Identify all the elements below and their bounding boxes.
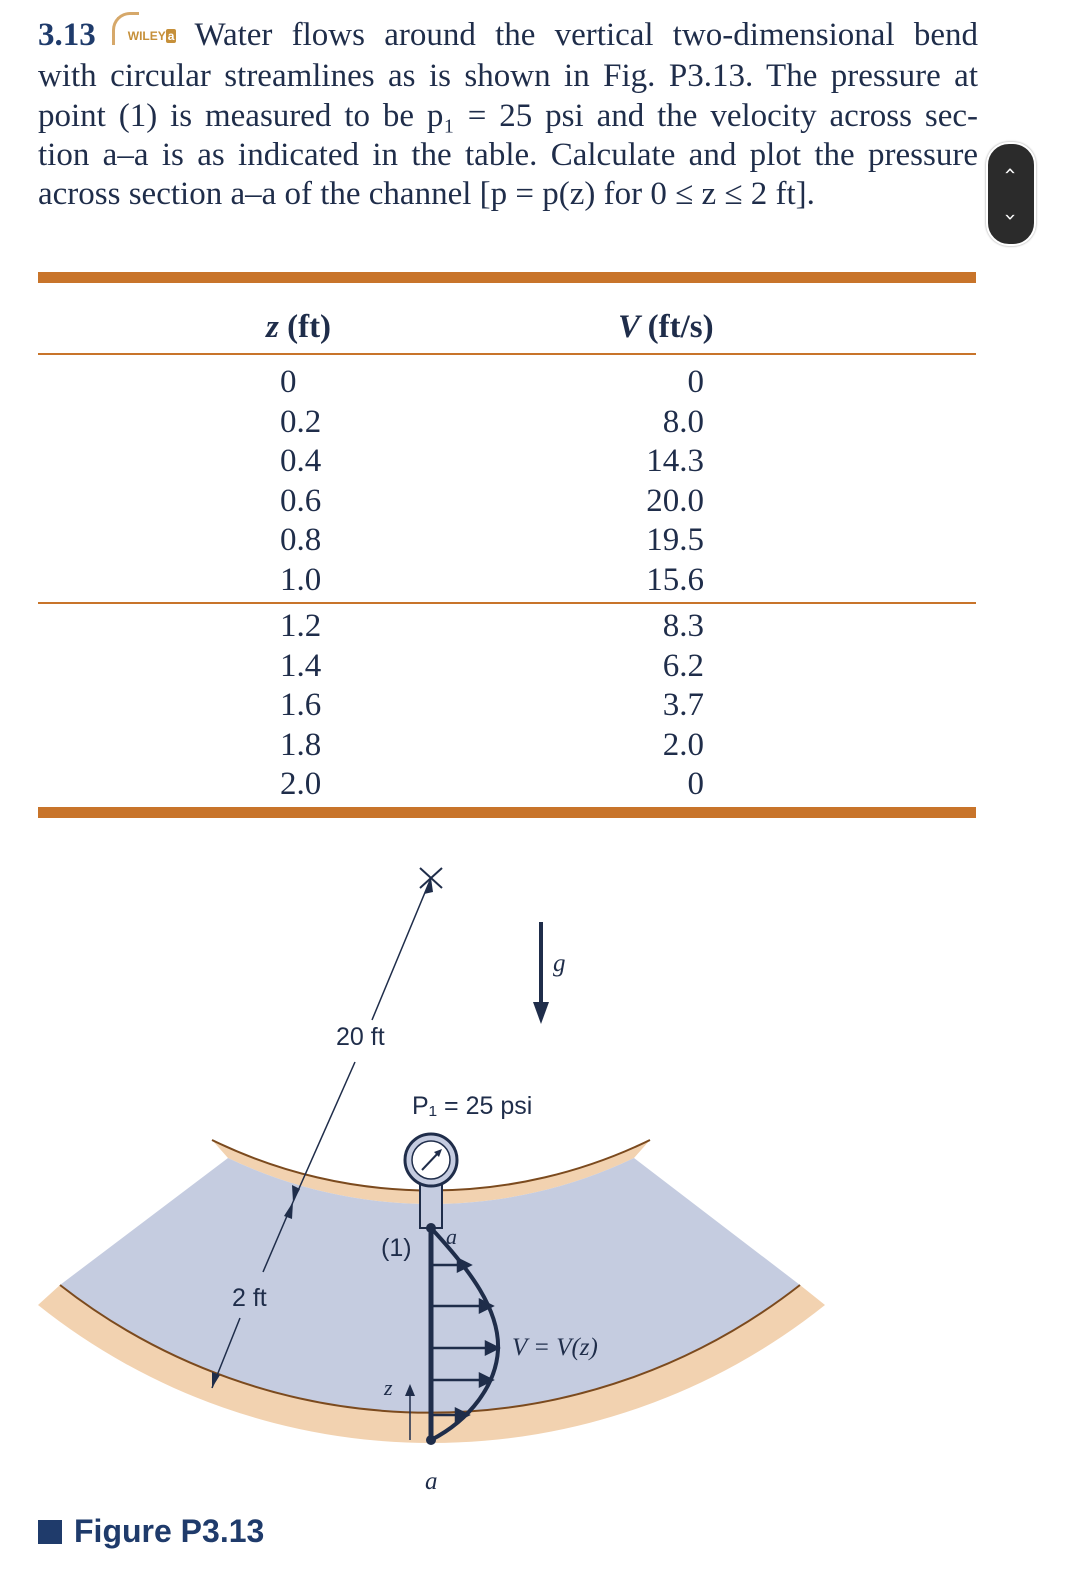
caption-square-icon	[38, 1520, 62, 1544]
cell-v: 2.0	[662, 726, 704, 763]
table-group-2	[38, 604, 976, 807]
table-group-1	[38, 355, 976, 602]
table-row	[38, 443, 976, 483]
table-row	[38, 364, 976, 404]
cell-z: 0.4	[280, 443, 322, 479]
table-row	[38, 483, 976, 523]
table-header	[38, 283, 976, 353]
radius-line-upper	[372, 878, 431, 1020]
cell-z: 1.8	[280, 726, 322, 763]
cell-z: 0	[280, 364, 297, 400]
cell-v: 19.5	[646, 522, 704, 558]
problem-line-2: with circular streamlines as is shown in Fig. P3.13. The pressure at	[38, 58, 978, 95]
table-row	[38, 648, 976, 688]
gravity-label: g	[553, 950, 566, 977]
table-row	[38, 522, 976, 562]
cell-z: 0.8	[280, 522, 322, 558]
pressure-label: P₁ = 25 psi	[412, 1092, 533, 1120]
width-label: 2 ft	[232, 1284, 267, 1312]
cell-z: 1.6	[280, 687, 322, 723]
radius-label: 20 ft	[336, 1023, 385, 1051]
table-row	[38, 727, 976, 767]
z-label: z	[384, 1375, 393, 1400]
point-1-label: (1)	[381, 1234, 412, 1262]
cell-v: 0	[687, 766, 704, 802]
chevron-up-icon[interactable]: ‹	[999, 167, 1023, 175]
cell-v: 0	[687, 364, 704, 400]
table-bottom-rule	[38, 807, 976, 818]
problem-line-3: point (1) is measured to be p₁ = 25 psi and the velocity across sec-	[38, 97, 978, 134]
cell-z: 2.0	[280, 766, 322, 802]
cell-z: 1.2	[280, 608, 322, 644]
data-table	[38, 272, 976, 818]
problem-number: 3.13	[38, 17, 96, 53]
figure-caption: Figure P3.13	[38, 1513, 264, 1550]
problem-line-5: across section a–a of the channel [p = p(z) for 0 ≤ z ≤ 2 ft].	[38, 176, 815, 213]
chevron-down-icon[interactable]: ›	[999, 213, 1023, 221]
table-top-rule	[38, 272, 976, 283]
figure-p3-13	[0, 840, 1080, 1587]
cell-z: 1.0	[280, 561, 322, 598]
table-row	[38, 766, 976, 806]
table-row	[38, 562, 976, 602]
cell-v: 15.6	[646, 561, 704, 598]
table-row	[38, 687, 976, 727]
cell-v: 3.7	[662, 687, 704, 723]
cell-v: 20.0	[646, 482, 704, 519]
velocity-label: V = V(z)	[512, 1334, 598, 1361]
section-top-label: a	[446, 1224, 457, 1249]
cell-v: 14.3	[646, 443, 704, 479]
cell-v: 6.2	[662, 647, 704, 684]
page-nav-control	[986, 142, 1036, 246]
cell-z: 0.6	[280, 482, 322, 519]
table-row	[38, 404, 976, 444]
section-bottom-label: a	[425, 1468, 438, 1495]
cell-v: 8.0	[662, 403, 704, 440]
problem-line-1: 3.13 WILEY a Water flows around the vertical two-dimensional bend	[38, 16, 978, 57]
wiley-badge-icon: WILEY a	[110, 16, 185, 57]
header-v: V (ft/s)	[618, 309, 714, 345]
header-z: z (ft)	[266, 309, 332, 345]
table-row	[38, 608, 976, 648]
cell-z: 1.4	[280, 647, 322, 684]
cell-v: 8.3	[662, 608, 704, 644]
cell-z: 0.2	[280, 403, 322, 440]
problem-line-4: tion a–a is as indicated in the table. Calculate and plot the pressure	[38, 136, 978, 173]
problem-statement	[38, 16, 978, 214]
